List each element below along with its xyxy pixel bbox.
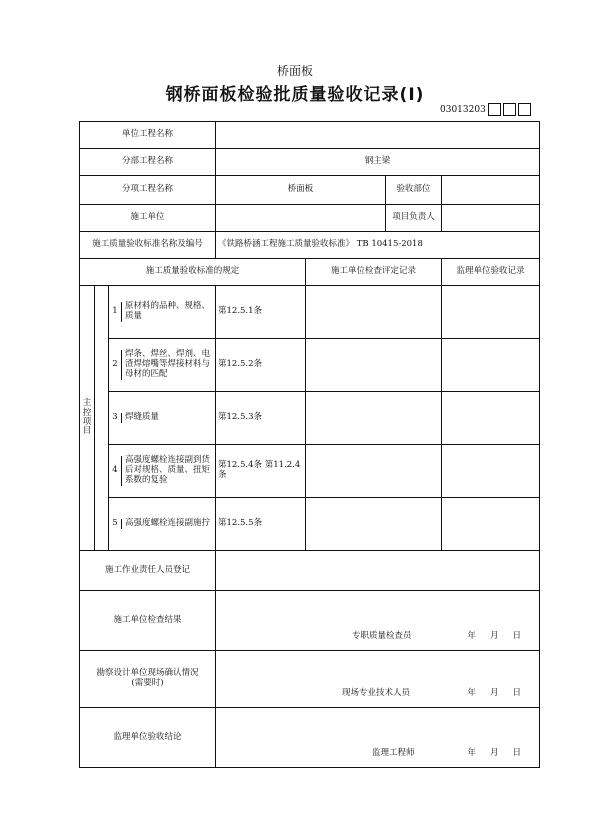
item-project-value[interactable]: 桥面板 (216, 176, 386, 205)
main-control-label (80, 286, 95, 551)
item-name-text: 高强度螺栓连接副施拧 (125, 518, 211, 529)
month-label: 月 (489, 631, 499, 642)
day-label: 日 (512, 748, 521, 759)
row-unit-project (80, 122, 540, 149)
main-control-row (80, 445, 540, 498)
item-check-record[interactable] (306, 339, 442, 392)
sub-project-value[interactable]: 钢主梁 (216, 149, 540, 176)
sub-project-label: 分部工程名称 (80, 149, 216, 176)
form-title: 钢桥面板检验批质量验收记录(Ⅰ) (165, 85, 425, 105)
item-supervision-record[interactable] (442, 339, 540, 392)
date-fields (453, 689, 521, 699)
construction-check-label: 施工单位检查结果 (80, 591, 216, 651)
item-number: 4 (109, 456, 122, 485)
row-column-headers (80, 259, 540, 286)
day-label: 日 (512, 688, 521, 699)
standard-value: 《铁路桥涵工程施工质量验收标准》 TB 10415-2018 (216, 232, 540, 259)
year-label: 年 (467, 631, 476, 642)
supervision-area[interactable] (216, 708, 540, 768)
project-manager-value[interactable] (442, 205, 540, 232)
form-code-number: 03013203 (440, 104, 486, 115)
row-supervision (80, 708, 540, 768)
date-fields (453, 632, 521, 642)
col-header-standard: 施工质量验收标准的规定 (80, 259, 306, 286)
item-name-text: 焊缝质量 (125, 412, 160, 423)
item-supervision-record[interactable] (442, 286, 540, 339)
main-control-row (80, 392, 540, 445)
main-control-spacer (95, 286, 109, 551)
supervision-signer: 监理工程师 (372, 748, 415, 759)
col-header-supervision-record: 监理单位验收记录 (442, 259, 540, 286)
item-supervision-record[interactable] (442, 445, 540, 498)
survey-label: 勘察设计单位现场确认情况(需要时) (80, 651, 216, 708)
work-responsible-label: 施工作业责任人员登记 (80, 551, 216, 591)
construction-check-area[interactable] (216, 591, 540, 651)
code-box-3[interactable] (518, 103, 531, 116)
main-control-row (80, 339, 540, 392)
item-check-record[interactable] (306, 286, 442, 339)
row-standard (80, 232, 540, 259)
acceptance-part-label: 验收部位 (386, 176, 442, 205)
item-name (109, 498, 216, 551)
construction-check-signer: 专职质量检查员 (352, 631, 412, 642)
col-header-check-record: 施工单位检查评定记录 (306, 259, 442, 286)
row-item-project (80, 176, 540, 205)
row-work-responsible (80, 551, 540, 591)
item-number: 1 (109, 302, 122, 322)
project-manager-label: 项目负责人 (386, 205, 442, 232)
date-fields (453, 749, 521, 759)
acceptance-part-value[interactable] (442, 176, 540, 205)
month-label: 月 (489, 688, 499, 699)
construction-unit-value[interactable] (216, 205, 386, 232)
code-box-1[interactable] (488, 103, 501, 116)
row-construction-check (80, 591, 540, 651)
item-name (109, 286, 216, 339)
item-clause: 第12.5.1条 (216, 286, 306, 339)
item-number: 3 (109, 413, 122, 423)
item-name (109, 339, 216, 392)
item-clause: 第12.5.5条 (216, 498, 306, 551)
standard-label: 施工质量验收标准名称及编号 (80, 232, 216, 259)
survey-signer: 现场专业技术人员 (342, 688, 411, 699)
unit-project-value[interactable] (216, 122, 540, 149)
row-construction-unit (80, 205, 540, 232)
code-box-2[interactable] (503, 103, 516, 116)
item-name-text: 原材料的品种、规格、质量 (125, 301, 211, 321)
main-control-label-text: 主控项目 (82, 398, 92, 437)
form-subtitle: 桥面板 (276, 64, 313, 78)
work-responsible-value[interactable] (216, 551, 540, 591)
day-label: 日 (512, 631, 521, 642)
unit-project-label: 单位工程名称 (80, 122, 216, 149)
month-label: 月 (489, 748, 499, 759)
item-check-record[interactable] (306, 498, 442, 551)
item-supervision-record[interactable] (442, 392, 540, 445)
item-clause: 第12.5.3条 (216, 392, 306, 445)
construction-unit-label: 施工单位 (80, 205, 216, 232)
form-code (440, 103, 531, 116)
item-number: 2 (109, 350, 122, 379)
item-supervision-record[interactable] (442, 498, 540, 551)
item-name-text: 焊条、焊丝、焊剂、电渣焊熔嘴等焊接材料与母材的匹配 (125, 349, 211, 379)
item-clause: 第12.5.2条 (216, 339, 306, 392)
year-label: 年 (467, 688, 476, 699)
item-name (109, 392, 216, 445)
survey-area[interactable] (216, 651, 540, 708)
item-name-text: 高强度螺栓连接副到货后对规格、质量、扭矩系数的复验 (125, 455, 211, 485)
row-survey (80, 651, 540, 708)
item-check-record[interactable] (306, 392, 442, 445)
main-control-row (80, 498, 540, 551)
item-number: 5 (109, 519, 122, 529)
row-sub-project (80, 149, 540, 176)
main-control-row (80, 286, 540, 339)
supervision-label: 监理单位验收结论 (80, 708, 216, 768)
inspection-table (79, 121, 540, 768)
item-clause: 第12.5.4条 第11.2.4条 (216, 445, 306, 498)
item-name (109, 445, 216, 498)
item-project-label: 分项工程名称 (80, 176, 216, 205)
item-check-record[interactable] (306, 445, 442, 498)
year-label: 年 (467, 748, 476, 759)
